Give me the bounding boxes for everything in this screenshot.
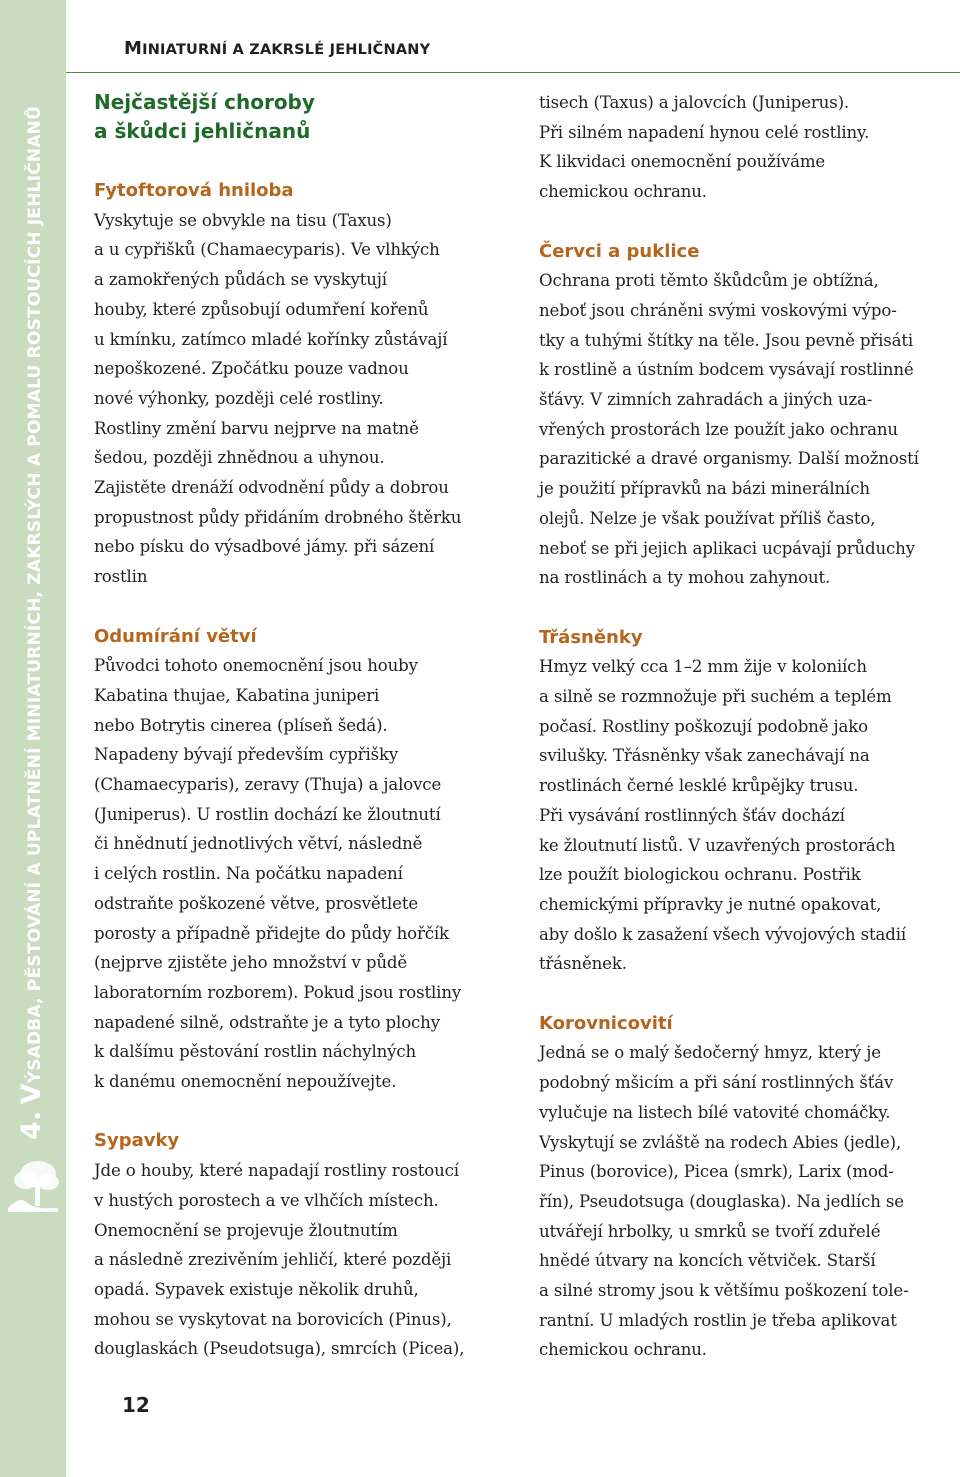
section-text-cervci: Ochrana proti těmto škůdcům je obtížná, neboť jsou chráněni svými voskovými výpo- tky a tuhými štítky na těle. Jsou pevně přisáti k rostlině a ústním bodcem vysávají rostlinné šťávy. V zimních zahradách a jiných uza- vřených prostorách lze použít jako ochranu parazitické a dravé organismy. Další možností je použití přípravků na bázi minerálních olejů. Nelze je však používat příliš často, neboť se při jejich aplikaci ucpávají průduchy na rostlinách a ty mohou zahynout. bbox=[539, 271, 919, 588]
chapter-sidebar bbox=[0, 0, 66, 1477]
section-text-korovnicoviti: Jedná se o malý šedočerný hmyz, který je podobný mšicím a při sání rostlinných šťáv vylučuje na listech bílé vatovité chomáčky. Vyskytují se zvláště na rodech Abies (jedle), Pinus (borovice), Picea (smrk), Larix (mod- řín), Pseudotsuga (douglaska). Na jedlích se utvářejí hrbolky, u smrků se tvoří zduřelé hnědé útvary na koncích větviček. Starší a silné stromy jsou k většímu poškození tole- rantní. U mladých rostlin je třeba aplikovat chemickou ochranu. bbox=[539, 1043, 909, 1360]
page-number: 12 bbox=[122, 1393, 150, 1417]
section-text-odumirani: Původci tohoto onemocnění jsou houby Kabatina thujae, Kabatina juniperi nebo Botrytis cinerea (plíseň šedá). Napadeny bývají především cypřišky (Chamaecyparis), zeravy (Thuja) a jalovce (Juniperus). U rostlin dochází ke žloutnutí či hnědnutí jednotlivých větví, následně i celých rostlin. Na počátku napadení odstraňte poškozené větve, prosvětlete porosty a případně přidejte do půdy hořčík (nejprve zjistěte jeho množství v půdě laboratorním rozborem). Pokud jsou rostliny napadené silně, odstraňte je a tyto plochy k dalšímu pěstování rostlin náchylných k danému onemocnění nepoužívejte. bbox=[94, 656, 462, 1092]
running-head bbox=[124, 38, 430, 59]
left-column bbox=[94, 88, 524, 1394]
section-text-sypavky: Jde o houby, které napadají rostliny rostoucí v hustých porostech a ve vlhčích místech. Onemocnění se projevuje žloutnutím a následně zrezivěním jehličí, které později opadá. Sypavek existuje několik druhů, mohou se vyskytovat na borovicích (Pinus), douglaskách (Pseudotsuga), smrcích (Picea), bbox=[94, 1161, 465, 1359]
right-column bbox=[539, 88, 960, 1395]
running-head-rest: INIATURNÍ A ZAKRSLÉ JEHLIČNANY bbox=[142, 42, 431, 58]
page-title bbox=[94, 88, 524, 146]
section-heading-cervci: Červci a puklice bbox=[539, 240, 700, 262]
running-head-initial: M bbox=[124, 38, 143, 59]
section-heading-korovnicoviti: Korovnicovití bbox=[539, 1012, 673, 1034]
tree-icon bbox=[4, 1152, 62, 1212]
section-text-fytoftorova: Vyskytuje se obvykle na tisu (Taxus) a u cypřišků (Chamaecyparis). Ve vlhkých a zamokřených půdách se vyskytují houby, které způsobují odumření kořenů u kmínku, zatímco mladé kořínky zůstávají nepoškozené. Zpočátku pouze vadnou nové výhonky, později celé rostliny. Rostliny změní barvu nejprve na matně šedou, později zhnědnou a uhynou. Zajistěte drenáží odvodnění půdy a dobrou propustnost půdy přidáním drobného štěrku nebo písku do výsadbové jámy. při sázení rostlin bbox=[94, 210, 462, 587]
section-heading-sypavky: Sypavky bbox=[94, 1130, 180, 1152]
section-heading-trasnenky: Třásněnky bbox=[539, 626, 643, 648]
section-text-sypavky-continued: tisech (Taxus) a jalovcích (Juniperus). Při silném napadení hynou celé rostliny. K likvidaci onemocnění používáme chemickou ochranu. bbox=[539, 93, 870, 202]
chapter-number: 4. bbox=[16, 1110, 47, 1140]
chapter-title-rest: ÝSADBA, PĚSTOVÁNÍ A UPLATNĚNÍ MINIATURNÍCH, ZAKRSLÝCH A POMALU ROSTOUCÍCH JEHLIČNANŮ bbox=[25, 105, 45, 1084]
header-divider bbox=[66, 72, 960, 73]
section-heading-odumirani: Odumírání větví bbox=[94, 625, 257, 647]
chapter-title-vertical bbox=[18, 106, 49, 1140]
chapter-title-initial: V bbox=[16, 1083, 47, 1105]
page-title-line-1: Nejčastější choroby bbox=[94, 90, 315, 114]
section-heading-fytoftorova: Fytoftorová hniloba bbox=[94, 180, 294, 201]
section-text-trasnenky: Hmyz velký cca 1–2 mm žije v koloniích a silně se rozmnožuje při suchém a teplém počasí. Rostliny poškozují podobně jako svilušky. Třásněnky však zanechávají na rostlinách černé lesklé krůpějky trusu. Při vysávání rostlinných šťáv dochází ke žloutnutí listů. V uzavřených prostorách lze použít biologickou ochranu. Postřik chemickými přípravky je nutné opakovat, aby došlo k zasažení všech vývojových stadií třásněnek. bbox=[539, 657, 907, 974]
page-title-line-2: a škůdci jehličnanů bbox=[94, 119, 311, 143]
